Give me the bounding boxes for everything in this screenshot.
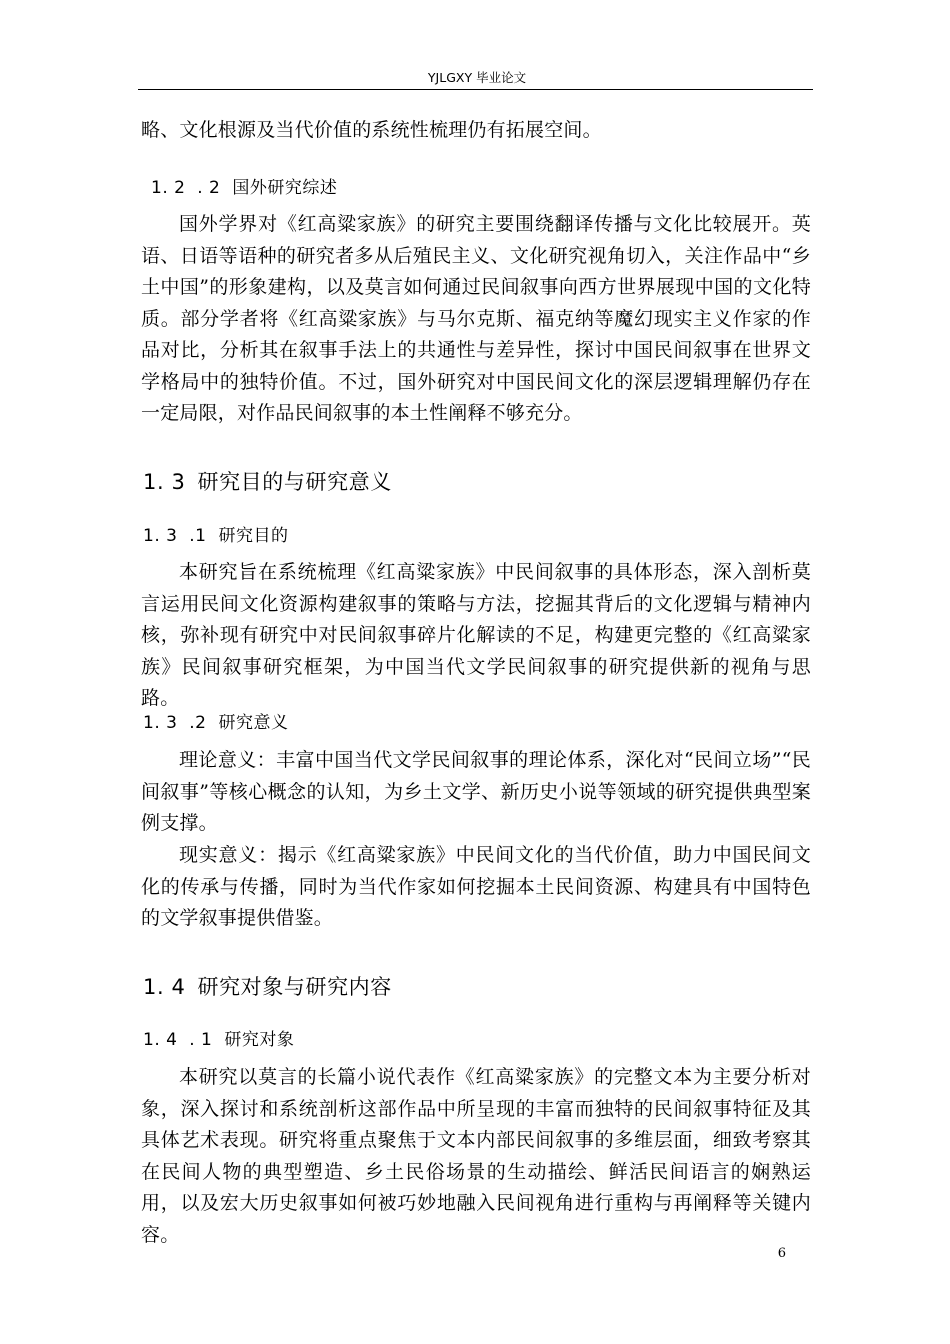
page-number: 6 — [777, 1246, 786, 1261]
section-title: 研究对象 — [224, 1030, 295, 1050]
section-heading-1-3-1 — [143, 521, 288, 546]
paragraph-practical-significance: 现实意义：揭示《红高粱家族》中民间文化的当代价值，助力中国民间文化的传承与传播，同时为当代作家如何挖掘本土民间资源、构建具有中国特色的文学叙事提供借鉴。 — [141, 844, 811, 929]
section-number: 1. 2 . 2 — [151, 178, 221, 198]
section-title: 研究目的 — [218, 526, 289, 546]
section-heading-1-3-2 — [143, 708, 288, 733]
section-heading-1-4 — [143, 971, 392, 1001]
section-title: 研究目的与研究意义 — [197, 470, 392, 494]
paragraph-theoretical-significance: 理论意义：丰富中国当代文学民间叙事的理论体系，深化对“民间立场”“民间叙事”等核心概念的认知，为乡土文学、新历史小说等领域的研究提供典型案例支撑。 — [141, 749, 811, 834]
section-number: 1. 3 .2 — [143, 713, 207, 733]
header-rule — [138, 89, 813, 90]
running-header: YJLGXY 毕业论文 — [427, 70, 527, 85]
section-number: 1. 3 — [143, 470, 186, 494]
paragraph-research-object: 本研究以莫言的长篇小说代表作《红高粱家族》的完整文本为主要分析对象，深入探讨和系统剖析这部作品中所呈现的丰富而独特的民间叙事特征及其具体艺术表现。研究将重点聚焦于文本内部民间叙事的多维层面，细致考察其在民间人物的典型塑造、乡土民俗场景的生动描绘、鲜活民间语言的娴熟运用，以及宏大历史叙事如何被巧妙地融入民间视角进行重构与再阐释等关键内容。 — [141, 1066, 811, 1246]
section-number: 1. 4 . 1 — [143, 1030, 213, 1050]
paragraph-continued: 略、文化根源及当代价值的系统性梳理仍有拓展空间。 — [141, 119, 602, 141]
section-title: 研究意义 — [218, 713, 289, 733]
section-heading-1-2-2 — [151, 173, 337, 198]
section-number: 1. 4 — [143, 975, 186, 999]
section-title: 研究对象与研究内容 — [197, 975, 392, 999]
paragraph-research-purpose: 本研究旨在系统梳理《红高粱家族》中民间叙事的具体形态，深入剖析莫言运用民间文化资源构建叙事的策略与方法，挖掘其背后的文化逻辑与精神内核，弥补现有研究中对民间叙事碎片化解读的不足，构建更完整的《红高粱家族》民间叙事研究框架，为中国当代文学民间叙事的研究提供新的视角与思路。 — [141, 561, 811, 709]
section-heading-1-3 — [143, 466, 392, 496]
paragraph-foreign-research: 国外学界对《红高粱家族》的研究主要围绕翻译传播与文化比较展开。英语、日语等语种的研究者多从后殖民主义、文化研究视角切入，关注作品中“乡土中国”的形象建构，以及莫言如何通过民间叙事向西方世界展现中国的文化特质。部分学者将《红高粱家族》与马尔克斯、福克纳等魔幻现实主义作家的作品对比，分析其在叙事手法上的共通性与差异性，探讨中国民间叙事在世界文学格局中的独特价值。不过，国外研究对中国民间文化的深层逻辑理解仍存在一定局限，对作品民间叙事的本土性阐释不够充分。 — [141, 213, 811, 424]
section-heading-1-4-1 — [143, 1025, 294, 1050]
section-title: 国外研究综述 — [232, 178, 338, 198]
section-number: 1. 3 .1 — [143, 526, 207, 546]
